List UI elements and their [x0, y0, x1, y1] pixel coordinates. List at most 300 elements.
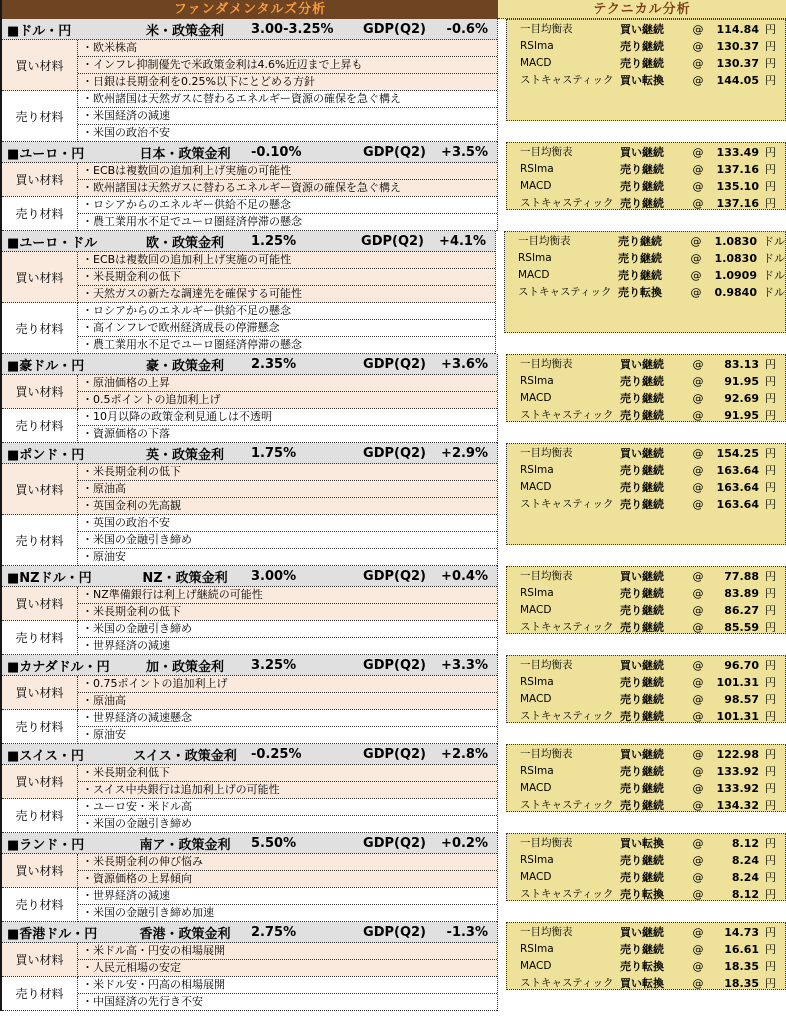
policy-rate-label: NZ・政策金利: [142, 570, 228, 586]
indicator-unit: ドル: [763, 269, 785, 282]
technical-indicator-row: [507, 38, 785, 55]
indicator-unit: 円: [765, 163, 776, 176]
indicator-signal: 売り継続: [620, 693, 664, 706]
currency-section: [2, 922, 786, 1011]
at-symbol: @: [692, 676, 704, 689]
indicator-value: 8.24: [731, 854, 759, 867]
at-symbol: @: [692, 926, 704, 939]
at-symbol: @: [692, 498, 704, 511]
factor-text: ・農工業用水不足でユーロ圏経済停滞の懸念: [82, 338, 302, 351]
policy-rate-label: 欧・政策金利: [145, 235, 224, 251]
at-symbol: @: [692, 197, 704, 210]
factor-row: [78, 515, 497, 532]
factor-row: [78, 799, 497, 816]
technical-indicator-row: [507, 178, 785, 195]
policy-rate-label: スイス・政策金利: [133, 748, 237, 764]
factor-row: [78, 587, 497, 604]
indicator-name: RSIma: [518, 252, 552, 264]
indicator-signal: 買い継続: [620, 447, 664, 460]
fundamental-column: [2, 566, 498, 655]
sell-factors-group: [2, 91, 497, 142]
sell-factors-label: 売り材料: [2, 799, 78, 833]
buy-factors-label: 買い材料: [2, 252, 78, 303]
indicator-unit: 円: [765, 375, 776, 388]
technical-indicator-row: [507, 373, 785, 390]
gdp-value: +4.1%: [439, 233, 486, 249]
indicator-name: 一目均衡表: [520, 358, 573, 370]
factor-text: ・米国の金融引き締め: [82, 533, 192, 546]
indicator-name: ストキャスティック: [520, 888, 614, 900]
factor-text: ・米国の金融引き締め: [82, 622, 192, 635]
indicator-name: ストキャスティック: [520, 74, 614, 86]
factor-text: ・ロシアからのエネルギー供給不足の懸念: [82, 304, 291, 317]
currency-section: [2, 19, 786, 142]
factor-text: ・農工業用水不足でユーロ圏経済停滞の懸念: [82, 215, 302, 228]
sell-factors-list: [78, 977, 497, 1011]
indicator-value: 0.9840: [714, 286, 757, 299]
indicator-value: 14.73: [724, 926, 759, 939]
buy-factors-list: [78, 252, 495, 303]
indicator-unit: 円: [765, 74, 776, 87]
technical-panel: [506, 566, 786, 634]
policy-rate-value: -0.25%: [251, 746, 302, 762]
factor-text: ・0.75ポイントの追加利上げ: [82, 677, 228, 690]
technical-indicator-row: [507, 691, 785, 708]
indicator-name: 一目均衡表: [520, 659, 573, 671]
indicator-unit: 円: [765, 604, 776, 617]
currency-section-header: [2, 231, 495, 252]
factor-row: [78, 498, 497, 515]
technical-panel: [504, 231, 786, 333]
indicator-value: 135.10: [716, 180, 759, 193]
currency-section-header: [2, 655, 497, 676]
factor-text: ・欧州諸国は天然ガスに替わるエネルギー資源の確保を急ぐ構え: [82, 181, 401, 194]
factor-row: [78, 57, 497, 74]
sell-factors-list: [78, 799, 497, 833]
factor-text: ・原油安: [82, 728, 126, 741]
indicator-signal: 売り継続: [620, 871, 664, 884]
currency-section-header: [2, 354, 497, 375]
factor-text: ・資源価格の下落: [82, 427, 170, 440]
indicator-unit: 円: [765, 570, 776, 583]
factor-row: [78, 994, 497, 1011]
currency-pair-label: ■スイス・円: [7, 748, 84, 764]
technical-indicator-row: [507, 975, 785, 990]
sell-factors-label: 売り材料: [2, 977, 78, 1011]
indicator-unit: 円: [765, 57, 776, 70]
indicator-name: RSIma: [520, 676, 554, 688]
factor-row: [78, 604, 497, 621]
technical-indicator-row: [507, 195, 785, 210]
at-symbol: @: [690, 252, 702, 265]
indicator-name: MACD: [520, 782, 552, 794]
at-symbol: @: [692, 888, 704, 901]
gdp-label: GDP(Q2): [363, 21, 426, 37]
policy-rate-value: 3.00-3.25%: [251, 21, 334, 37]
currency-section: [2, 566, 786, 655]
indicator-signal: 買い転換: [620, 837, 664, 850]
technical-indicator-row: [507, 407, 785, 422]
technical-indicator-row: [507, 763, 785, 780]
factor-row: [78, 303, 495, 320]
at-symbol: @: [692, 375, 704, 388]
indicator-value: 114.84: [716, 23, 759, 36]
gdp-label: GDP(Q2): [363, 568, 426, 584]
indicator-name: MACD: [520, 871, 552, 883]
buy-factors-group: [2, 854, 497, 888]
factor-text: ・米国経済の減速: [82, 109, 170, 122]
technical-indicator-row: [507, 602, 785, 619]
factor-row: [78, 180, 497, 197]
factor-text: ・資源価格の上昇傾向: [82, 872, 192, 885]
factor-text: ・米国の金融引き締め加速: [82, 906, 214, 919]
at-symbol: @: [692, 358, 704, 371]
indicator-signal: 売り継続: [620, 799, 664, 812]
factor-text: ・英国の政治不安: [82, 516, 170, 529]
indicator-name: 一目均衡表: [520, 570, 573, 582]
factor-text: ・0.5ポイントの追加利上げ: [82, 393, 221, 406]
factor-text: ・中国経済の先行き不安: [82, 995, 203, 1008]
technical-column: [498, 744, 786, 833]
currency-section: [2, 443, 786, 566]
factor-row: [78, 765, 497, 782]
indicator-value: 91.95: [724, 409, 759, 422]
buy-factors-group: [2, 375, 497, 409]
technical-indicator-row: [507, 21, 785, 38]
fundamental-column: [2, 19, 498, 142]
indicator-signal: 売り転換: [620, 960, 664, 973]
currency-pair-label: ■ドル・円: [7, 23, 72, 39]
indicator-unit: 円: [765, 197, 776, 210]
technical-column: [498, 443, 786, 566]
factor-text: ・ユーロ安・米ドル高: [82, 800, 192, 813]
technical-indicator-row: [507, 568, 785, 585]
buy-factors-label: 買い材料: [2, 676, 78, 710]
at-symbol: @: [692, 782, 704, 795]
policy-rate-value: 1.25%: [251, 233, 297, 249]
indicator-value: 86.27: [724, 604, 759, 617]
buy-factors-group: [2, 464, 497, 515]
indicator-signal: 売り継続: [620, 943, 664, 956]
indicator-unit: 円: [765, 358, 776, 371]
indicator-signal: 売り継続: [620, 409, 664, 422]
factor-row: [78, 888, 497, 905]
indicator-signal: 売り継続: [620, 57, 664, 70]
factor-text: ・米長期金利低下: [82, 766, 170, 779]
factor-row: [78, 676, 497, 693]
indicator-name: ストキャスティック: [520, 409, 614, 421]
currency-section: [2, 833, 786, 922]
indicator-name: 一目均衡表: [518, 235, 571, 247]
technical-panel: [506, 833, 786, 901]
technical-column: [498, 19, 786, 142]
indicator-unit: 円: [765, 710, 776, 723]
indicator-name: ストキャスティック: [520, 977, 614, 989]
report-header: [2, 0, 786, 19]
indicator-unit: ドル: [763, 252, 785, 265]
indicator-name: RSIma: [520, 587, 554, 599]
at-symbol: @: [692, 180, 704, 193]
gdp-value: -0.6%: [446, 21, 488, 37]
buy-factors-list: [78, 375, 497, 409]
gdp-value: +3.6%: [441, 356, 488, 372]
currency-section: [2, 142, 786, 231]
indicator-signal: 売り継続: [620, 498, 664, 511]
buy-factors-label: 買い材料: [2, 765, 78, 799]
factor-row: [78, 727, 497, 744]
factor-row: [78, 464, 497, 481]
sell-factors-group: [2, 621, 497, 655]
buy-factors-group: [2, 765, 497, 799]
indicator-value: 101.31: [716, 710, 759, 723]
indicator-value: 133.92: [716, 765, 759, 778]
at-symbol: @: [692, 392, 704, 405]
sell-factors-list: [78, 710, 497, 744]
technical-indicator-row: [507, 797, 785, 812]
indicator-signal: 売り転換: [618, 286, 662, 299]
currency-section-header: [2, 922, 497, 943]
factor-text: ・米長期金利の低下: [82, 270, 181, 283]
currency-pair-label: ■カナダドル・円: [7, 659, 110, 675]
currency-section: [2, 655, 786, 744]
indicator-name: 一目均衡表: [520, 748, 573, 760]
factor-text: ・米長期金利の低下: [82, 465, 181, 478]
technical-panel: [506, 922, 786, 990]
indicator-signal: 売り継続: [620, 40, 664, 53]
technical-column: [498, 566, 786, 655]
sell-factors-list: [78, 621, 497, 655]
indicator-unit: 円: [765, 409, 776, 422]
buy-factors-list: [78, 676, 497, 710]
factor-row: [78, 943, 497, 960]
factor-text: ・米長期金利の低下: [82, 605, 181, 618]
fundamental-column: [2, 744, 498, 833]
technical-indicator-row: [505, 284, 785, 301]
technical-indicator-row: [507, 746, 785, 763]
sell-factors-group: [2, 409, 497, 443]
indicator-name: ストキャスティック: [520, 621, 614, 633]
factor-row: [78, 337, 495, 354]
currency-pair-label: ■NZドル・円: [7, 570, 92, 586]
indicator-signal: 買い転換: [620, 977, 664, 990]
indicator-name: RSIma: [520, 163, 554, 175]
at-symbol: @: [692, 40, 704, 53]
factor-text: ・欧州諸国は天然ガスに替わるエネルギー資源の確保を急ぐ構え: [82, 92, 401, 105]
indicator-value: 8.12: [731, 837, 759, 850]
sell-factors-list: [78, 409, 497, 443]
technical-column: [498, 922, 786, 1011]
indicator-unit: 円: [765, 943, 776, 956]
technical-indicator-row: [507, 708, 785, 723]
sell-factors-label: 売り材料: [2, 409, 78, 443]
indicator-value: 1.0830: [714, 252, 757, 265]
sell-factors-group: [2, 710, 497, 744]
gdp-label: GDP(Q2): [363, 657, 426, 673]
at-symbol: @: [692, 447, 704, 460]
indicator-value: 163.64: [716, 481, 759, 494]
factor-row: [78, 375, 497, 392]
indicator-value: 16.61: [724, 943, 759, 956]
policy-rate-label: 米・政策金利: [145, 23, 224, 39]
indicator-unit: 円: [765, 854, 776, 867]
at-symbol: @: [692, 621, 704, 634]
factor-text: ・原油安: [82, 550, 126, 563]
gdp-label: GDP(Q2): [363, 356, 426, 372]
indicator-unit: 円: [765, 23, 776, 36]
factor-row: [78, 816, 497, 833]
at-symbol: @: [692, 837, 704, 850]
factor-text: ・米国の政治不安: [82, 126, 170, 139]
indicator-unit: 円: [765, 392, 776, 405]
indicator-value: 163.64: [716, 464, 759, 477]
at-symbol: @: [690, 269, 702, 282]
factor-row: [78, 549, 497, 566]
technical-indicator-row: [507, 780, 785, 797]
at-symbol: @: [692, 710, 704, 723]
technical-panel: [506, 19, 786, 121]
gdp-value: +0.4%: [441, 568, 488, 584]
indicator-unit: 円: [765, 659, 776, 672]
factor-text: ・米長期金利の伸び悩み: [82, 855, 203, 868]
technical-indicator-row: [507, 72, 785, 89]
factor-row: [78, 286, 495, 303]
technical-indicator-row: [507, 55, 785, 72]
technical-indicator-row: [507, 144, 785, 161]
at-symbol: @: [690, 286, 702, 299]
indicator-unit: 円: [765, 782, 776, 795]
indicator-value: 144.05: [716, 74, 759, 87]
factor-row: [78, 91, 497, 108]
factor-row: [78, 320, 495, 337]
factor-row: [78, 252, 495, 269]
factor-row: [78, 960, 497, 977]
fundamental-column: [2, 655, 498, 744]
factor-text: ・世界経済の減速: [82, 639, 170, 652]
at-symbol: @: [692, 604, 704, 617]
indicator-name: ストキャスティック: [518, 286, 612, 298]
indicator-signal: 売り継続: [620, 375, 664, 388]
buy-factors-label: 買い材料: [2, 40, 78, 91]
indicator-value: 85.59: [724, 621, 759, 634]
indicator-name: RSIma: [520, 464, 554, 476]
factor-row: [78, 214, 497, 231]
technical-indicator-row: [505, 233, 785, 250]
indicator-name: ストキャスティック: [520, 498, 614, 510]
indicator-name: MACD: [520, 481, 552, 493]
indicator-value: 8.12: [731, 888, 759, 901]
indicator-name: RSIma: [520, 854, 554, 866]
indicator-name: RSIma: [520, 375, 554, 387]
technical-analysis-header: テクニカル分析: [498, 0, 786, 19]
indicator-unit: 円: [765, 481, 776, 494]
indicator-name: ストキャスティック: [520, 799, 614, 811]
currency-pair-label: ■豪ドル・円: [7, 358, 85, 374]
indicator-signal: 売り継続: [620, 782, 664, 795]
factor-row: [78, 621, 497, 638]
indicator-unit: 円: [765, 748, 776, 761]
policy-rate-label: 香港・政策金利: [139, 926, 231, 942]
indicator-signal: 売り継続: [620, 854, 664, 867]
indicator-value: 1.0830: [714, 235, 757, 248]
indicator-signal: 買い継続: [620, 748, 664, 761]
indicator-signal: 買い継続: [620, 146, 664, 159]
at-symbol: @: [692, 765, 704, 778]
currency-section: [2, 744, 786, 833]
at-symbol: @: [692, 977, 704, 990]
at-symbol: @: [692, 163, 704, 176]
policy-rate-value: 3.25%: [251, 657, 297, 673]
buy-factors-list: [78, 587, 497, 621]
indicator-unit: ドル: [763, 235, 785, 248]
indicator-signal: 売り継続: [620, 163, 664, 176]
technical-panel: [506, 744, 786, 812]
buy-factors-list: [78, 40, 497, 91]
factor-row: [78, 871, 497, 888]
at-symbol: @: [692, 748, 704, 761]
indicator-signal: 売り継続: [620, 587, 664, 600]
indicator-unit: 円: [765, 587, 776, 600]
factor-row: [78, 710, 497, 727]
indicator-signal: 売り継続: [620, 464, 664, 477]
sell-factors-group: [2, 197, 497, 231]
indicator-unit: 円: [765, 146, 776, 159]
indicator-name: ストキャスティック: [520, 710, 614, 722]
gdp-label: GDP(Q2): [363, 924, 426, 940]
technical-indicator-row: [507, 657, 785, 674]
indicator-signal: 売り継続: [620, 180, 664, 193]
indicator-value: 91.95: [724, 375, 759, 388]
at-symbol: @: [692, 146, 704, 159]
technical-indicator-row: [507, 869, 785, 886]
currency-pair-label: ■ポンド・円: [7, 447, 85, 463]
policy-rate-label: 南ア・政策金利: [139, 837, 231, 853]
technical-panel: [506, 142, 786, 210]
indicator-name: 一目均衡表: [520, 146, 573, 158]
gdp-label: GDP(Q2): [363, 746, 426, 762]
buy-factors-label: 買い材料: [2, 943, 78, 977]
indicator-signal: 買い継続: [620, 926, 664, 939]
indicator-name: 一目均衡表: [520, 447, 573, 459]
currency-section-header: [2, 443, 497, 464]
factor-text: ・天然ガスの新たな調達先を確保する可能性: [82, 287, 302, 300]
factor-text: ・米ドル安・円高の相場展開: [82, 978, 225, 991]
fundamental-column: [2, 922, 498, 1011]
gdp-label: GDP(Q2): [363, 445, 426, 461]
indicator-value: 133.92: [716, 782, 759, 795]
at-symbol: @: [692, 464, 704, 477]
factor-row: [78, 108, 497, 125]
indicator-value: 18.35: [724, 960, 759, 973]
gdp-value: +0.2%: [441, 835, 488, 851]
indicator-name: 一目均衡表: [520, 837, 573, 849]
indicator-unit: 円: [765, 871, 776, 884]
indicator-value: 163.64: [716, 498, 759, 511]
buy-factors-list: [78, 854, 497, 888]
factor-row: [78, 638, 497, 655]
factor-text: ・原油価格の上昇: [82, 376, 170, 389]
factor-row: [78, 392, 497, 409]
factor-row: [78, 481, 497, 498]
indicator-signal: 売り継続: [620, 604, 664, 617]
indicator-unit: 円: [765, 837, 776, 850]
fundamental-column: [2, 833, 498, 922]
buy-factors-label: 買い材料: [2, 375, 78, 409]
indicator-unit: ドル: [763, 286, 785, 299]
indicator-signal: 売り継続: [620, 481, 664, 494]
currency-section: [2, 231, 786, 354]
at-symbol: @: [692, 481, 704, 494]
factor-row: [78, 977, 497, 994]
